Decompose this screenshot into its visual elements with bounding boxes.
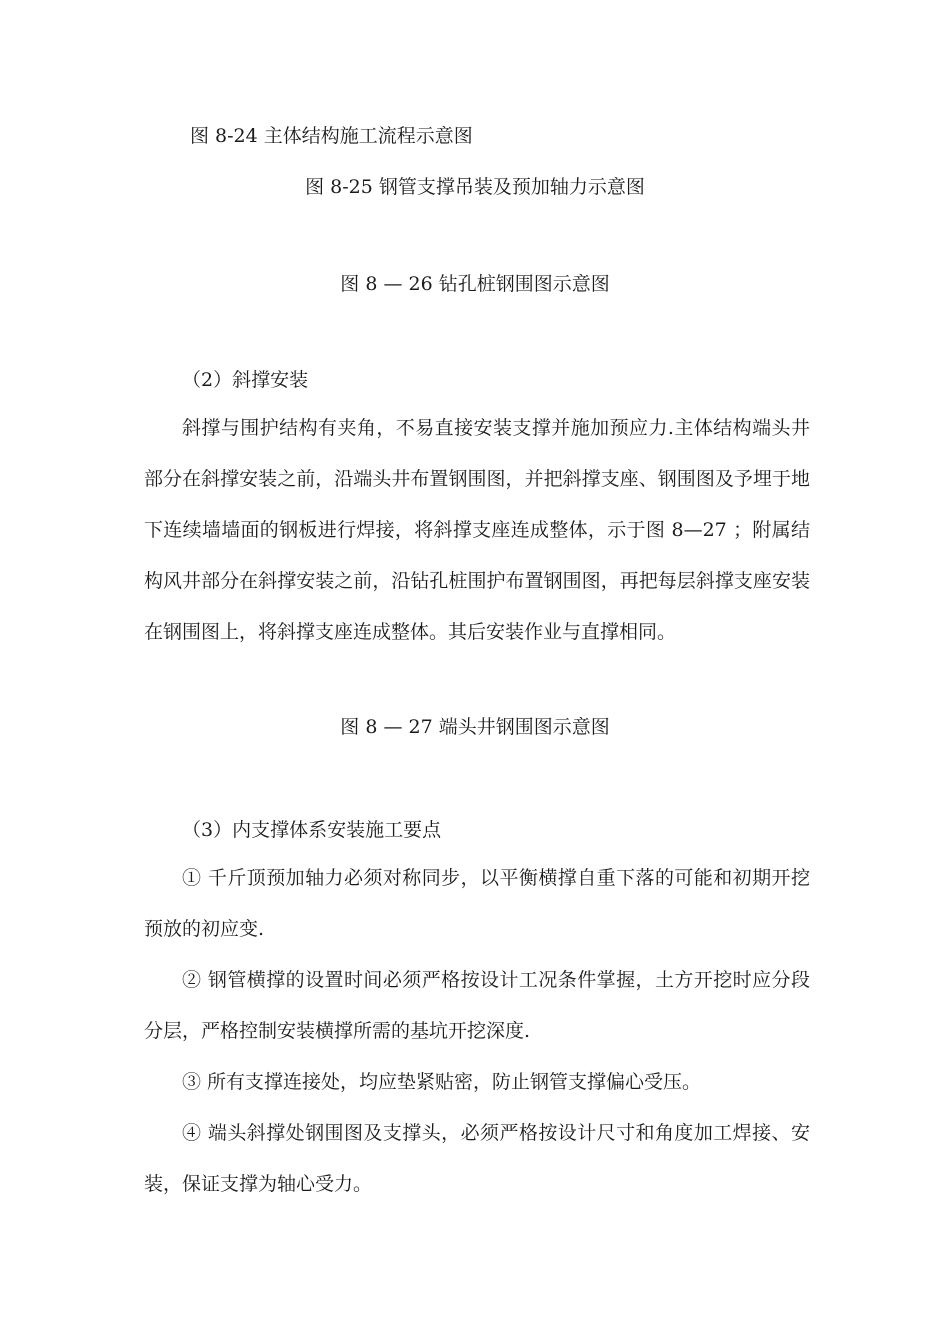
- figure-caption-8-27: 图 8 — 27 端头井钢围图示意图: [340, 716, 610, 738]
- section-heading-diagonal-brace: （2）斜撑安装: [182, 369, 309, 391]
- list-item-key-point-2: ② 钢管横撑的设置时间必须严格按设计工况条件掌握，土方开挖时应分段分层，严格控制安装横撑所需的基坑开挖深度.: [144, 969, 810, 1042]
- figure-caption-8-25: 图 8-25 钢管支撑吊装及预加轴力示意图: [305, 176, 645, 198]
- figure-caption-8-24: 图 8-24 主体结构施工流程示意图: [190, 125, 473, 147]
- list-item-key-point-1: ① 千斤顶预加轴力必须对称同步，以平衡横撑自重下落的可能和初期开挖预放的初应变.: [144, 867, 810, 940]
- figure-caption-8-26: 图 8 — 26 钻孔桩钢围图示意图: [340, 273, 610, 295]
- section-heading-support-system-key-points: （3）内支撑体系安装施工要点: [182, 819, 442, 841]
- paragraph-diagonal-brace-installation: 斜撑与围护结构有夹角，不易直接安装支撑并施加预应力.主体结构端头井部分在斜撑安装之前，沿端头井布置钢围图，并把斜撑支座、钢围图及予埋于地下连续墙墙面的钢板进行焊接，将斜撑支座连成整体，示于图 8—27 ；附属结构风井部分在斜撑安装之前，沿钻孔桩围护布置钢围图，再把每层斜撑支座安装在钢围图上，将斜撑支座连成整体。其后安装作业与直撑相同。: [144, 417, 810, 643]
- list-item-key-point-3: ③ 所有支撑连接处，均应垫紧贴密，防止钢管支撑偏心受压。: [182, 1071, 702, 1093]
- list-item-key-point-4: ④ 端头斜撑处钢围图及支撑头，必须严格按设计尺寸和角度加工焊接、安装，保证支撑为轴心受力。: [144, 1122, 810, 1195]
